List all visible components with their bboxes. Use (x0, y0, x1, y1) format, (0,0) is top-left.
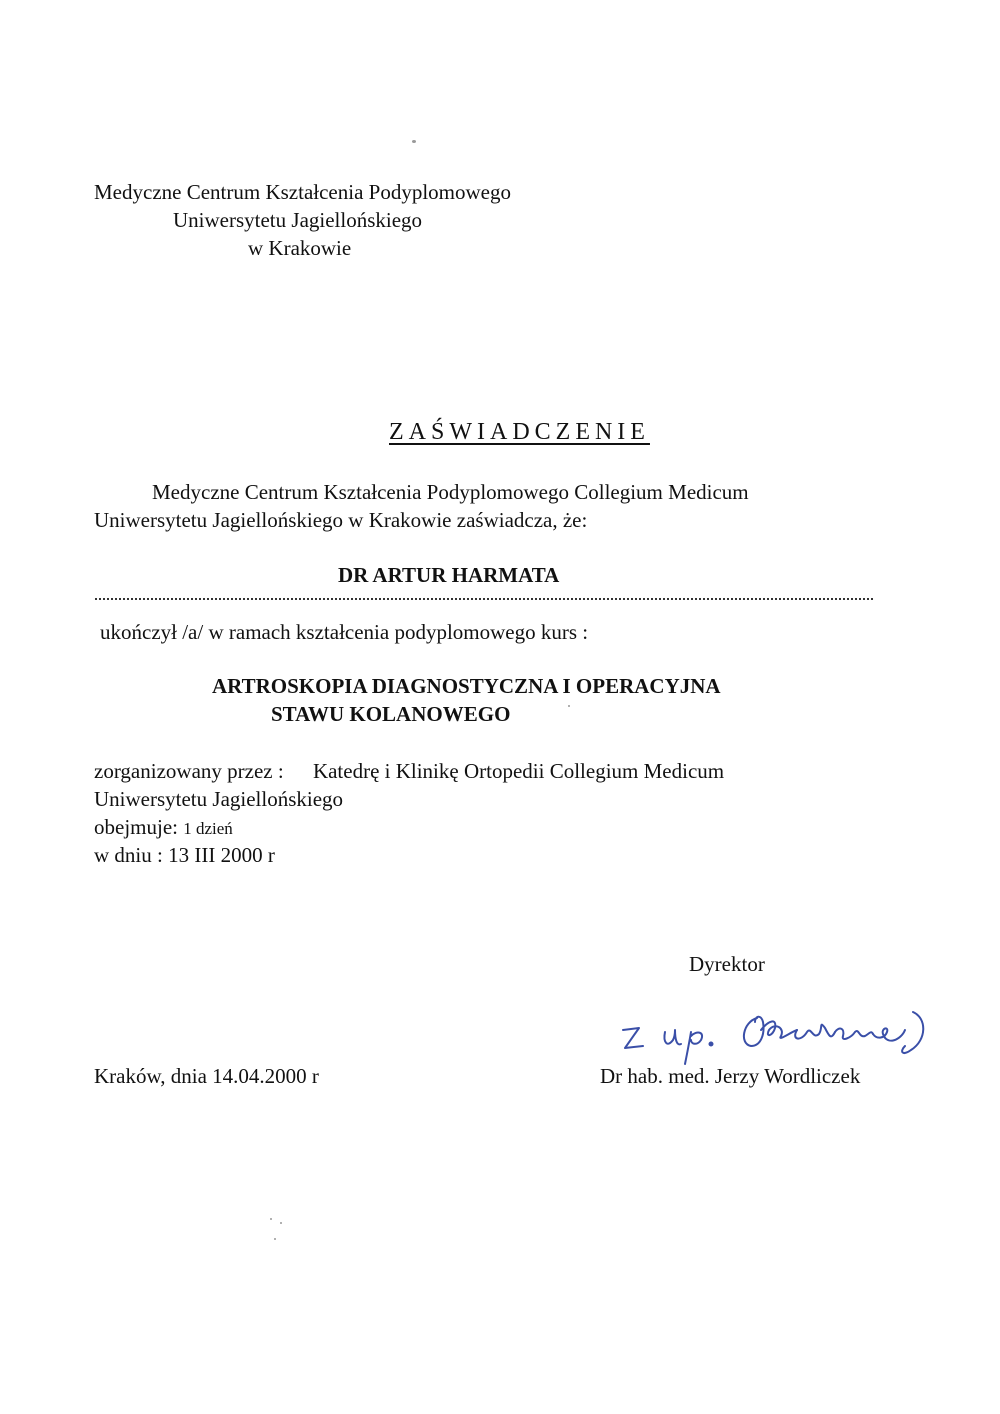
institution-line-1: Medyczne Centrum Kształcenia Podyplomowego (94, 180, 511, 204)
intro-line-2: Uniwersytetu Jagiellońskiego w Krakowie zaświadcza, że: (94, 508, 588, 532)
organizer-value: Katedrę i Klinikę Ortopedii Collegium Medicum (312, 759, 725, 783)
scan-speck (280, 1222, 282, 1224)
signatory-name: Dr hab. med. Jerzy Wordliczek (600, 1064, 861, 1088)
intro-line-1: Medyczne Centrum Kształcenia Podyplomowego Collegium Medicum (152, 480, 749, 504)
organizer-row (94, 757, 724, 785)
duration-label: obejmuje: (94, 815, 178, 839)
scan-speck (270, 1218, 272, 1220)
scan-speck (568, 705, 570, 707)
completed-text: ukończył /a/ w ramach kształcenia podyplomowego kurs : (100, 620, 589, 644)
course-date: w dniu : 13 III 2000 r (94, 843, 275, 867)
scan-speck (412, 140, 416, 143)
signature-image (615, 1000, 935, 1070)
institution-line-2: Uniwersytetu Jagiellońskiego (173, 208, 423, 232)
director-label: Dyrektor (689, 952, 765, 976)
course-name-line-1: ARTROSKOPIA DIAGNOSTYCZNA I OPERACYJNA (212, 674, 721, 698)
dotted-line (95, 598, 873, 600)
course-name-line-2: STAWU KOLANOWEGO (271, 702, 511, 726)
recipient-name: DR ARTUR HARMATA (338, 563, 560, 587)
organizer-label: zorganizowany przez : (94, 759, 284, 783)
scan-speck (274, 1238, 276, 1240)
duration-row (94, 813, 233, 843)
duration-value: 1 dzień (183, 819, 233, 838)
organizer-line-2: Uniwersytetu Jagiellońskiego (94, 787, 344, 811)
institution-line-3: w Krakowie (248, 236, 352, 260)
issue-place-date: Kraków, dnia 14.04.2000 r (94, 1064, 319, 1088)
signature (615, 1000, 935, 1070)
document-title: ZAŚWIADCZENIE (389, 419, 650, 445)
